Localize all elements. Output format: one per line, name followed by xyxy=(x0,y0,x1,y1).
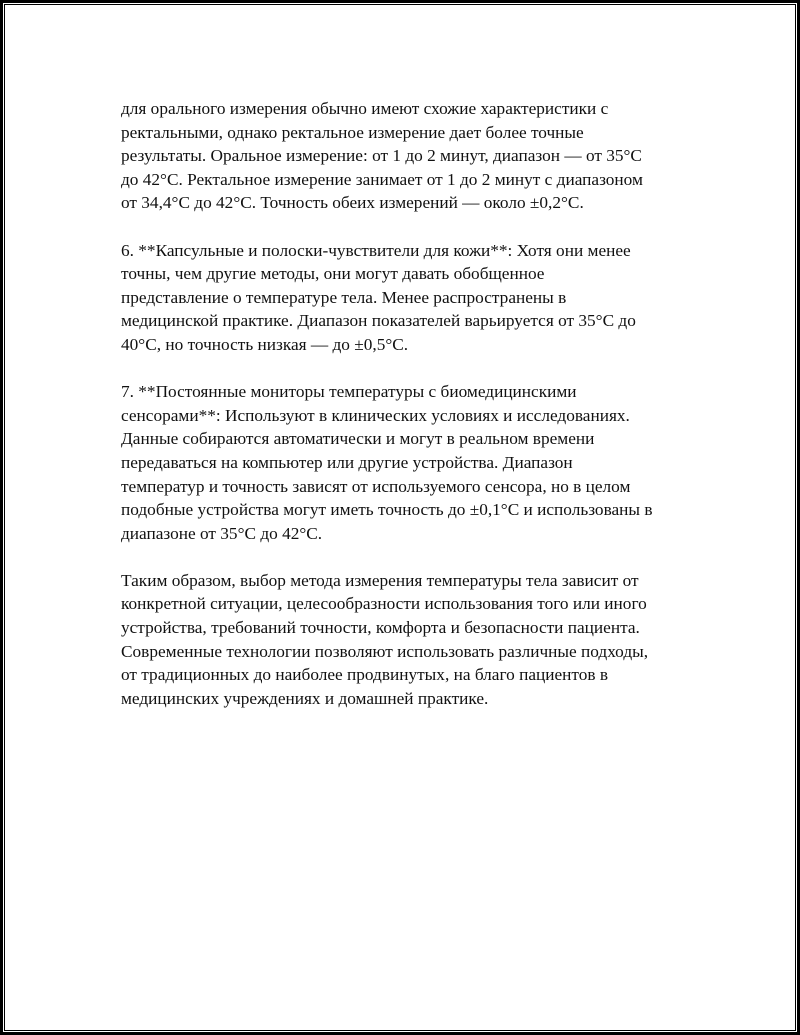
text-line: сенсорами**: Используют в клинических условиях и исследованиях. xyxy=(121,405,630,425)
paragraph-item-6 xyxy=(121,239,711,357)
text-line: Данные собираются автоматически и могут в реальном времени xyxy=(121,429,595,449)
text-line: от традиционных до наиболее продвинутых, на благо пациентов в xyxy=(121,665,609,685)
text-line: 7. **Постоянные мониторы температуры с биомедицинскими xyxy=(121,382,577,402)
text-line: передаваться на компьютер или другие устройства. Диапазон xyxy=(121,452,573,472)
text-line: для орального измерения обычно имеют схожие характеристики с xyxy=(121,99,609,118)
text-line: медицинских учреждениях и домашней практике. xyxy=(121,688,489,708)
text-line: представление о температуре тела. Менее распространены в xyxy=(121,287,567,307)
text-line: результаты. Оральное измерение: от 1 до 2 минут, диапазон — от 35°C xyxy=(121,146,642,166)
document-body xyxy=(121,97,711,734)
paragraph-conclusion xyxy=(121,569,711,711)
text-line: Таким образом, выбор метода измерения температуры тела зависит от xyxy=(121,570,639,590)
paragraph-oral-rectal xyxy=(121,97,711,215)
text-line: точны, чем другие методы, они могут давать обобщенное xyxy=(121,264,545,284)
text-line: медицинской практике. Диапазон показателей варьируется от 35°C до xyxy=(121,311,636,331)
text-line: ректальными, однако ректальное измерение дает более точные xyxy=(121,122,584,142)
text-line: Современные технологии позволяют использовать различные подходы, xyxy=(121,641,649,661)
text-line: устройства, требований точности, комфорта и безопасности пациента. xyxy=(121,618,640,638)
text-line: температур и точность зависят от используемого сенсора, но в целом xyxy=(121,476,631,496)
text-line: 6. **Капсульные и полоски-чувствители для кожи**: Хотя они менее xyxy=(121,240,631,260)
text-line: до 42°C. Ректальное измерение занимает от 1 до 2 минут с диапазоном xyxy=(121,169,643,189)
text-line: подобные устройства могут иметь точность до ±0,1°C и использованы в xyxy=(121,500,653,520)
text-line: конкретной ситуации, целесообразности использования того или иного xyxy=(121,594,647,614)
text-line: 40°C, но точность низкая — до ±0,5°C. xyxy=(121,334,409,354)
text-line: от 34,4°C до 42°C. Точность обеих измерений — около ±0,2°C. xyxy=(121,193,584,213)
paragraph-item-7 xyxy=(121,380,711,545)
text-line: диапазоне от 35°C до 42°C. xyxy=(121,523,323,543)
